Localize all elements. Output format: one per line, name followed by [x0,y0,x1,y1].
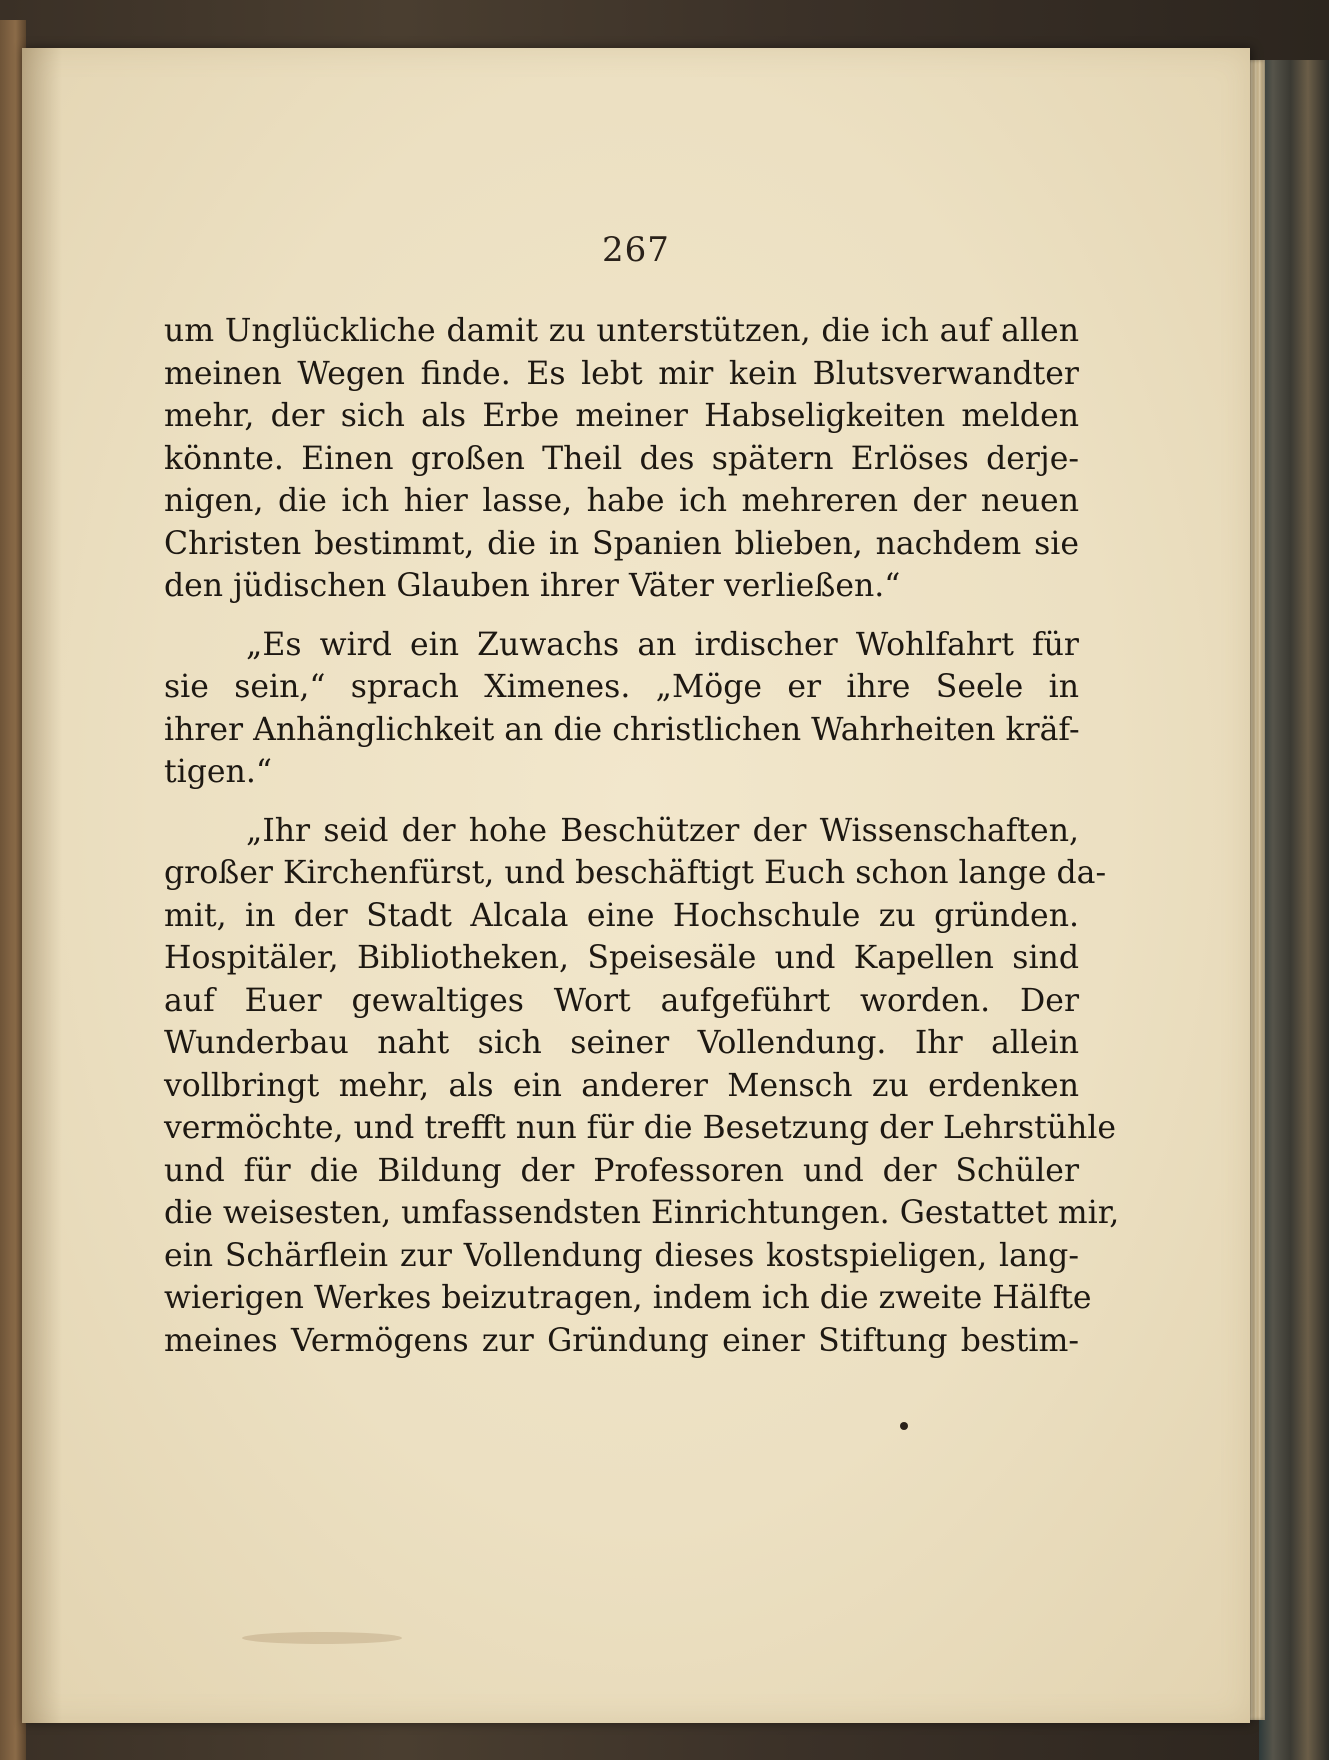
text-line: vollbringt mehr, als ein anderer Mensch zu erdenken [164,1067,1079,1104]
text-line: sie sein,“ sprach Ximenes. „Möge er ihre Seele in [164,669,1079,705]
text-line: könnte. Einen großen Theil des spätern Erlöses derje- [164,440,1079,477]
text-line: und für die Bildung der Professoren und der Schüler [164,1152,1079,1189]
paragraph-2 [164,624,1079,794]
text-line: großer Kirchenfürst, und beschäftigt Euch schon lange da- [164,855,1107,891]
paragraph-1 [164,310,1079,608]
text-line: ein Schärflein zur Vollendung dieses kostspieligen, lang- [164,1237,1079,1274]
text-line: wierigen Werkes beizutragen, indem ich die zweite Hälfte [164,1280,1092,1316]
text-line: um Unglückliche damit zu unterstützen, die ich auf allen [164,313,1079,349]
text-line: nigen, die ich hier lasse, habe ich mehreren der neuen [164,483,1079,519]
book-page [22,48,1250,1723]
ink-dot [900,1422,908,1430]
text-line: den jüdischen Glauben ihrer Väter verließen.“ [164,568,901,604]
text-line: auf Euer gewaltiges Wort aufgeführt worden. Der [164,982,1079,1019]
text-line: meines Vermögens zur Gründung einer Stiftung bestim- [164,1322,1079,1359]
gutter-shadow [22,48,62,1723]
page-smudge [242,1632,402,1644]
text-line: Christen bestimmt, die in Spanien blieben, nachdem sie [164,525,1079,562]
text-line: die weisesten, umfassendsten Einrichtungen. Gestattet mir, [164,1195,1120,1231]
text-line: mehr, der sich als Erbe meiner Habseligkeiten melden [164,398,1079,434]
text-line: „Es wird ein Zuwachs an irdischer Wohlfahrt für [246,626,1079,663]
text-line: Wunderbau naht sich seiner Vollendung. Ihr allein [164,1025,1079,1061]
text-line: „Ihr seid der hohe Beschützer der Wissenschaften, [246,812,1079,849]
text-line: vermöchte, und trefft nun für die Besetzung der Lehrstühle [164,1110,1117,1146]
text-line: Hospitäler, Bibliotheken, Speisesäle und Kapellen sind [164,940,1079,976]
text-line: meinen Wegen finde. Es lebt mir kein Blutsverwandter [164,355,1079,392]
body-text [164,310,1120,1362]
paragraph-3 [164,810,1120,1363]
page-number: 267 [602,230,670,270]
text-line: tigen.“ [164,754,272,790]
text-line: mit, in der Stadt Alcala eine Hochschule zu gründen. [164,897,1079,934]
book-cover-right-edge [1259,60,1329,1760]
text-line: ihrer Anhänglichkeit an die christlichen Wahrheiten kräf- [164,711,1080,748]
